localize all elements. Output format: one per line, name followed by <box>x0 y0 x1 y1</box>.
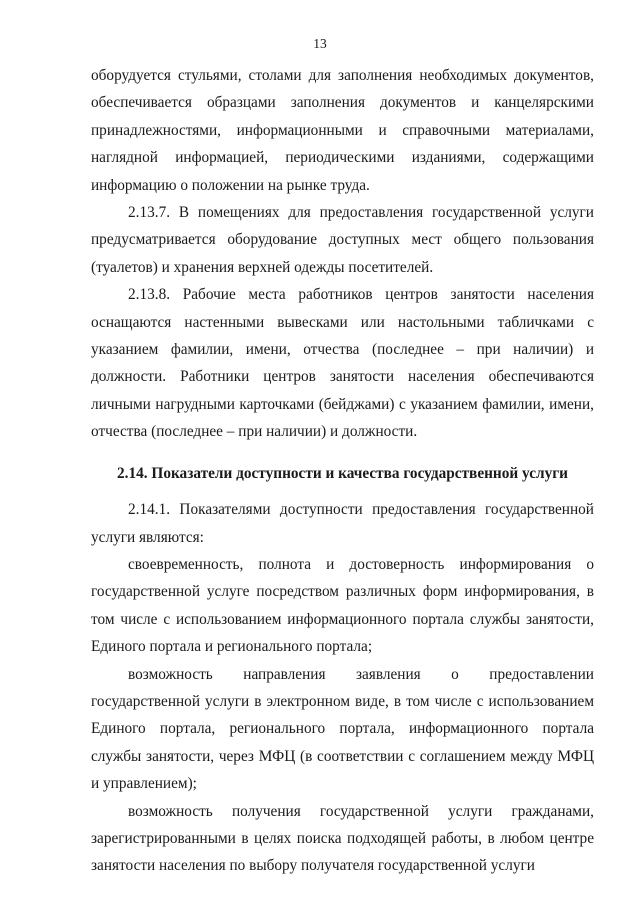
paragraph-2-13-7: 2.13.7. В помещениях для предоставления государственной услуги предусматривается оборудование доступных мест общего пользования (туалетов) и хранения верхней одежды посетителей. <box>91 204 594 276</box>
section-heading-2-14: 2.14. Показатели доступности и качества государственной услуги <box>117 464 568 482</box>
page-number: 13 <box>313 36 327 51</box>
document-body <box>91 62 594 880</box>
list-item-any-center: возможность получения государственной услуги гражданами, зарегистрированными в целях поиска подходящей работы, в любом центре занятости населения по выбору получателя государственной услуги <box>91 802 594 875</box>
paragraph-2-14-1: 2.14.1. Показателями доступности предоставления государственной услуги являются: <box>91 501 594 546</box>
paragraph-continuation: оборудуется стульями, столами для заполнения необходимых документов, обеспечивается образцами заполнения документов и канцелярскими принадлежностями, информационными и справочными материалами, наглядной информацией, периодическими изданиями, содержащими информацию о положении на рынке труда. <box>91 67 594 194</box>
list-item-electronic-application: возможность направления заявления о предоставлении государственной услуги в электронном виде, в том числе с использованием Единого портала, регионального портала, информационного портала службы занятости, через МФЦ (в соответствии с соглашением между МФЦ и управлением); <box>91 665 594 793</box>
paragraph-2-13-8: 2.13.8. Рабочие места работников центров занятости населения оснащаются настенными вывесками или настольными табличками с указанием фамилии, имени, отчества (последнее – при наличии) и должности. Работники центров занятости населения обеспечиваются личными нагрудными карточками (бейджами) с указанием фамилии, имени, отчества (последнее – при наличии) и должности. <box>91 286 594 441</box>
list-item-informing: своевременность, полнота и достоверность информирования о государственной услуге посредством различных форм информирования, в том числе с использованием информационного портала службы занятости, Единого портала и регионального портала; <box>91 555 594 656</box>
